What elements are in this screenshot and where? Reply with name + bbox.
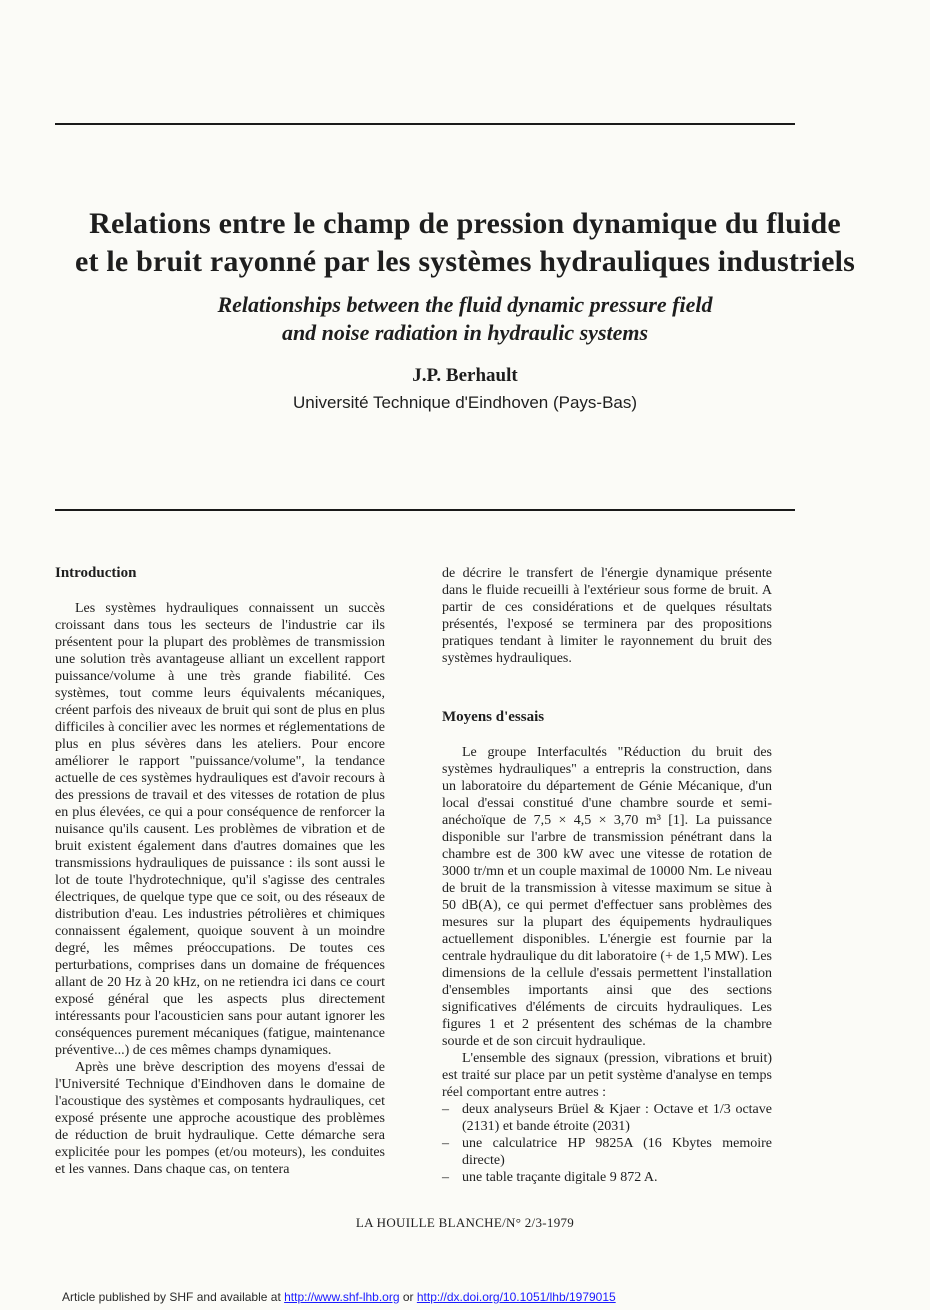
moyens-paragraph-2: L'ensemble des signaux (pression, vibrations et bruit) est traité sur place par un petit système d'analyse en temps réel comportant entre autres : (442, 1051, 772, 1100)
affiliation: Université Technique d'Eindhoven (Pays-Bas) (292, 393, 638, 412)
shf-link[interactable]: http://www.shf-lhb.org (284, 1290, 400, 1304)
list-item: – deux analyseurs Brüel & Kjaer : Octave et 1/3 octave (2131) et bande étroite (2031) (442, 1101, 772, 1135)
french-title-line-1: Relations entre le champ de pression dynamique du fluide (89, 207, 841, 240)
moyens-essais-heading: Moyens d'essais (442, 709, 545, 725)
introduction-heading: Introduction (55, 565, 137, 581)
moyens-paragraph-1: Le groupe Interfacultés "Réduction du bruit des systèmes hydrauliques" a entrepris la construction, dans un laboratoire du département de Génie Mécanique, d'un local d'essai constitué d'une chambre sourde et semi-anéchoïque de 7,5 × 4,5 × 3,70 m³ [1]. La puissance disponible sur l'arbre de transmission pénétrant dans la chambre est de 300 kW avec une vitesse de rotation de 3000 tr/mn et un couple maximal de 10000 Nm. Le niveau de bruit de la transmission à vitesse maximum se situe à 50 dB(A), ce qui permet d'effectuer sans problèmes des mesures sur la plupart des équipements hydrauliques actuellement disponibles. L'énergie est fournie par la centrale hydraulique du dit laboratoire (+ de 1,5 MW). Les dimensions de la cellule d'essais permettent l'installation d'ensembles importants ainsi que des sections significatives d'éléments de circuits hydrauliques. Les figures 1 et 2 présentent des schémas de la chambre sourde et de son circuit hydraulique. (442, 745, 772, 1049)
bottom-rule (55, 509, 795, 511)
top-rule (55, 123, 795, 125)
english-title (0, 291, 930, 347)
footer (62, 1290, 616, 1304)
footer-separator: or (399, 1290, 417, 1304)
french-title-line-2: et le bruit rayonné par les systèmes hydrauliques industriels (74, 245, 855, 278)
left-column (55, 565, 385, 1178)
right-column (442, 565, 772, 1186)
intro-paragraph-2-continued: de décrire le transfert de l'énergie dynamique présente dans le fluide recueilli à l'extérieur sous forme de bruit. A partir de ces considérations et de quelques résultats présentés, l'exposé se terminera par des propositions pratiques tendant à limiter le rayonnement du bruit des systèmes hydrauliques. (442, 566, 772, 666)
french-title (0, 205, 930, 281)
list-item: – une calculatrice HP 9825A (16 Kbytes memoire directe) (442, 1135, 772, 1169)
journal-reference: LA HOUILLE BLANCHE/N° 2/3-1979 (355, 1215, 575, 1230)
footer-prefix: Article published by SHF and available at (62, 1290, 285, 1304)
english-title-line-1: Relationships between the fluid dynamic pressure field (217, 292, 713, 317)
author: J.P. Berhault (412, 365, 518, 386)
equipment-list (442, 1101, 772, 1186)
intro-paragraph-1: Les systèmes hydrauliques connaissent un succès croissant dans tous les secteurs de l'industrie car ils présentent pour la plupart des problèmes de transmission une solution très avantageuse alliant un excellent rapport puissance/volume à une très grande fiabilité. Ces systèmes, tout comme leurs équivalents mécaniques, créent parfois des niveaux de bruit qui sont de plus en plus difficiles à concilier avec les normes et réglementations de plus en plus sévères dans les ateliers. Pour encore améliorer le rapport "puissance/volume", la tendance actuelle de ces systèmes hydrauliques est d'avoir recours à des pressions de travail et des vitesses de rotation de plus en plus élevées, ce qui a pour conséquence de renforcer la nuisance qu'ils causent. Les problèmes de vibration et de bruit existent également dans d'autres domaines que les transmissions hydrauliques de puissance : ils sont aussi le lot de toute l'hydrotechnique, qu'il s'agisse des centrales électriques, de quelque type que ce soit, ou des réseaux de distribution d'eau. Les industries pétrolières et chimiques connaissent également, quoique souvent à un moindre degré, les mêmes préoccupations. De toutes ces perturbations, comprises dans un domaine de fréquences allant de 20 Hz à 20 kHz, on ne retiendra ici dans ce court exposé général que les aspects plus directement intéressants pour l'acousticien sans pour autant ignorer les conséquences purement mécaniques (fatigue, maintenance préventive...) de ces mêmes champs dynamiques. (55, 601, 385, 1058)
list-item: – une table traçante digitale 9 872 A. (442, 1169, 772, 1186)
intro-paragraph-2: Après une brève description des moyens d'essai de l'Université Technique d'Eindhoven dans le domaine de l'acoustique des systèmes et composants hydrauliques, cet exposé présente une approche acoustique des problèmes de réduction de bruit hydraulique. Cette démarche sera explicitée pour les pompes (et/ou moteurs), les conduites et les vannes. Dans chaque cas, on tentera (55, 1060, 385, 1177)
title-block (0, 205, 930, 413)
english-title-line-2: and noise radiation in hydraulic systems (281, 320, 649, 345)
doi-link[interactable]: http://dx.doi.org/10.1051/lhb/1979015 (416, 1290, 616, 1304)
